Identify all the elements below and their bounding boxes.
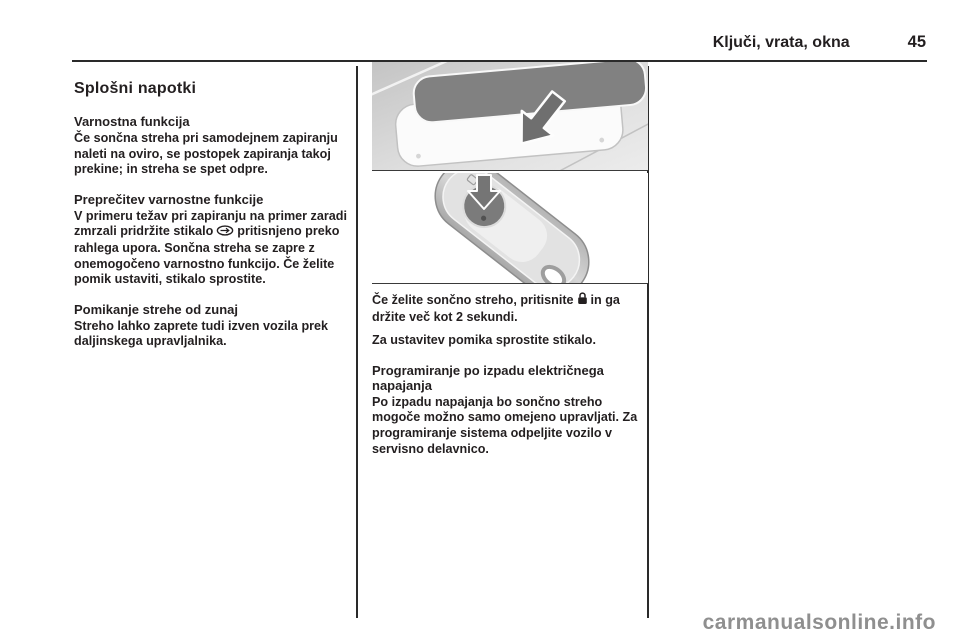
programming-heading: Programiranje po izpadu električnega napajanja — [372, 362, 604, 393]
close-from-outside-text: Če želite sončno streho, pritisnite in ga držite več kot 2 sekundi. — [372, 293, 620, 324]
sunroof-switch-icon — [216, 225, 234, 241]
stop-movement-text: Za ustavitev pomika sprostite stikalo. — [372, 333, 596, 348]
outside-operation-text: Streho lahko zaprete tudi izven vozila prek daljinskega upravljalnika. — [74, 318, 329, 349]
safety-function-heading: Varnostna funkcija — [74, 114, 190, 129]
chapter-title: Ključi, vrata, okna — [712, 34, 850, 51]
remote-control-key-illustration — [372, 173, 648, 284]
override-text: V primeru težav pri zapiranju na primer zaradi zmrzali pridržite stikalo pritisnjeno preko rahlega upora. Sončna streha se zapre z onemogočeno varnostno funkcijo. Če želite pomik ustaviti, stikalo sprostite. — [74, 208, 347, 287]
override-heading: Preprečitev varnostne funkcije — [74, 191, 264, 207]
lock-button-icon — [577, 292, 588, 310]
page-number: 45 — [907, 33, 926, 51]
middle-column — [372, 62, 648, 457]
sunroof-closing-top-view-illustration — [372, 62, 648, 171]
middle-column-text — [372, 292, 648, 457]
right-column-empty — [662, 66, 902, 606]
watermark: carmanualsonline.info — [702, 611, 936, 634]
left-column — [74, 80, 356, 350]
section-title: Splošni napotki — [74, 80, 197, 97]
outside-operation-heading: Pomikanje strehe od zunaj — [74, 301, 238, 317]
programming-text: Po izpadu napajanja bo sončno streho mogoče možno samo omejeno upravljati. Za programiranje sistema odpeljite vozilo v servisno delavnico. — [372, 394, 638, 456]
column-divider-left — [356, 66, 358, 618]
page-header — [713, 33, 926, 52]
safety-function-text: Če sončna streha pri samodejnem zapiranju naleti na oviro, se postopek zapiranja takoj prekine; in streha se spet odpre. — [74, 131, 338, 177]
